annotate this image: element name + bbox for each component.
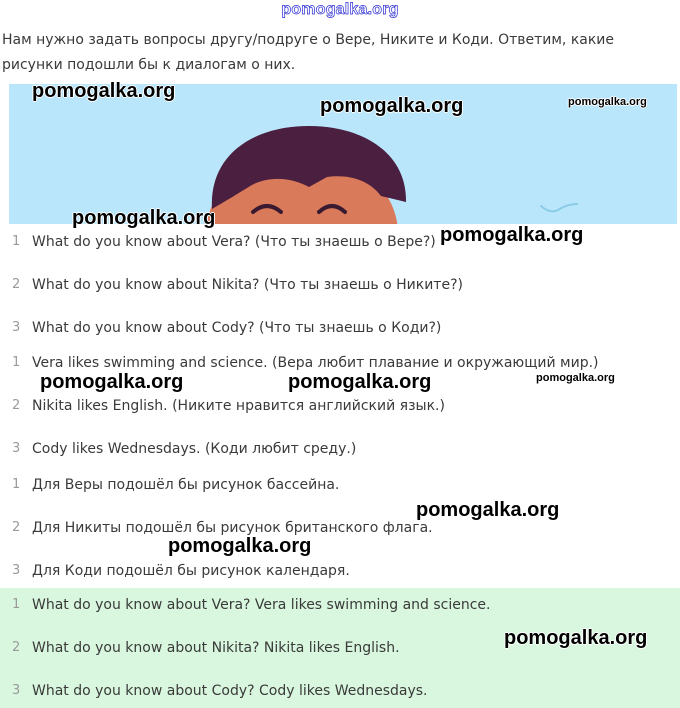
watermark: pomogalka.org <box>168 535 312 557</box>
row-text: Для Коди подошёл бы рисунок календаря. <box>32 563 350 579</box>
row-number: 3 <box>12 441 21 456</box>
watermark: pomogalka.org <box>40 371 184 393</box>
watermark: pomogalka.org <box>32 80 176 102</box>
row-number: 3 <box>12 320 21 335</box>
row-text: What do you know about Cody? Cody likes Wednesdays. <box>32 683 428 699</box>
watermark: pomogalka.org <box>72 207 216 229</box>
row-number: 3 <box>12 563 21 578</box>
row-text: What do you know about Cody? (Что ты знаешь о Коди?) <box>32 320 442 336</box>
watermark: pomogalka.org <box>568 96 647 108</box>
row-number: 1 <box>12 477 21 492</box>
row-number: 1 <box>12 234 21 249</box>
intro-text: Нам нужно задать вопросы другу/подруге о Вере, Никите и Коди. Ответим, какие рисунки подошли бы к диалогам о них. <box>2 32 615 73</box>
row-number: 1 <box>12 355 21 370</box>
watermark: pomogalka.org <box>536 372 615 384</box>
watermark: pomogalka.org <box>288 371 432 393</box>
watermark: pomogalka.org <box>440 224 584 246</box>
row-number: 2 <box>12 277 21 292</box>
row-number: 1 <box>12 597 21 612</box>
watermark: pomogalka.org <box>504 627 648 649</box>
row-text: Nikita likes English. (Никите нравится английский язык.) <box>32 398 445 414</box>
row-number: 2 <box>12 640 21 655</box>
row-number: 2 <box>12 398 21 413</box>
row-text: Cody likes Wednesdays. (Коди любит среду.) <box>32 441 357 457</box>
row-text: Vera likes swimming and science. (Вера любит плавание и окружающий мир.) <box>32 355 599 371</box>
watermark: pomogalka.org <box>320 95 464 117</box>
row-text: What do you know about Nikita? Nikita likes English. <box>32 640 400 656</box>
row-text: Для Никиты подошёл бы рисунок британского флага. <box>32 520 433 536</box>
row-number: 3 <box>12 683 21 698</box>
row-number: 2 <box>12 520 21 535</box>
row-text: What do you know about Vera? Vera likes swimming and science. <box>32 597 491 613</box>
row-text: What do you know about Vera? (Что ты знаешь о Вере?) <box>32 234 436 250</box>
site-watermark-top: pomogalka.org <box>281 1 399 18</box>
row-text: Для Веры подошёл бы рисунок бассейна. <box>32 477 340 493</box>
row-text: What do you know about Nikita? (Что ты знаешь о Никите?) <box>32 277 463 293</box>
bird-shape <box>541 204 577 211</box>
watermark: pomogalka.org <box>416 499 560 521</box>
